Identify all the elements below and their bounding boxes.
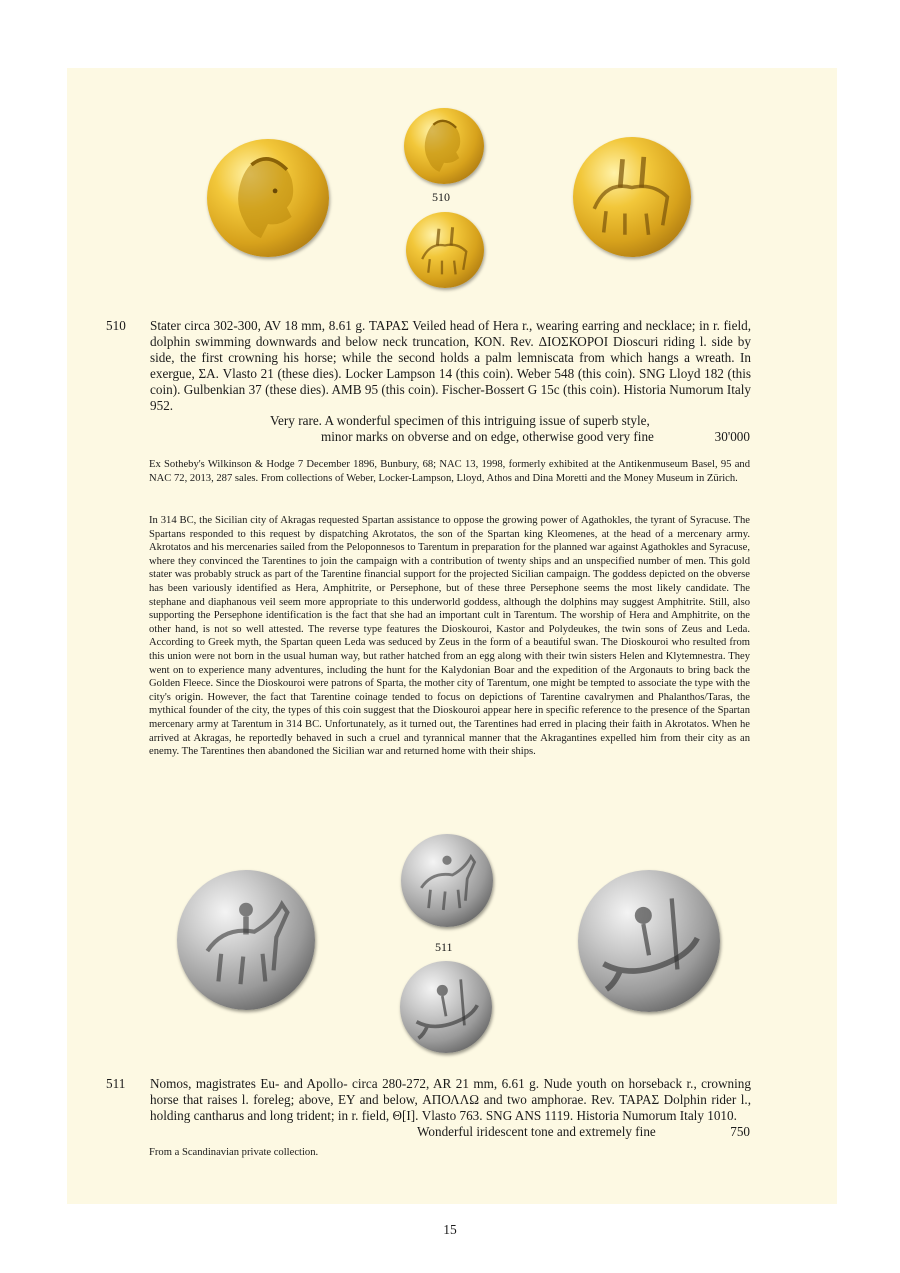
head-of-hera-icon: [207, 139, 329, 257]
coin-511-reverse-small: [400, 961, 492, 1053]
lot-evaluation: Wonderful iridescent tone and extremely fine: [417, 1124, 656, 1139]
youth-on-horseback-icon: [401, 834, 493, 927]
coin-510-reverse-small: [406, 212, 484, 288]
lot-description: Stater circa 302-300, AV 18 mm, 8.61 g. ΤΑΡΑΣ Veiled head of Hera r., wearing earring and necklace; in r. field, dolphin swimming downwards and below neck truncation, ΚΟΝ. Rev. ΔΙΟΣΚΟΡΟΙ Dioscuri riding l. side by side, the first crowning his horse; while the second holds a palm lemniscata from which hangs a wreath. In exergue, ΣΑ. Vlasto 21 (these dies). Locker Lampson 14 (this coin). Weber 548 (this coin). SNG Lloyd 182 (this coin). Gulbenkian 37 (these dies). AMB 95 (this coin). Fischer-Bossert G 15c (this coin). Historia Numorum Italy 952.: [150, 318, 751, 413]
lot-number: 510: [106, 318, 126, 333]
dioscuri-horsemen-icon: [406, 212, 484, 288]
lot-evaluation: Very rare. A wonderful specimen of this intriguing issue of superb style,: [270, 413, 650, 428]
lot-description: Nomos, magistrates Eu- and Apollo- circa 280-272, AR 21 mm, 6.61 g. Nude youth on horseback r., crowning horse that raises l. foreleg; above, ΕΥ and below, ΑΠΟΛΛΩ and two amphorae. Rev. ΤΑΡΑΣ Dolphin rider l., holding cantharus and long trident; in r. field, Θ[Ι]. Vlasto 763. SNG ANS 1119. Historia Numorum Italy 1010.: [150, 1076, 751, 1123]
coin-510-obverse-large: [207, 139, 329, 257]
coin-510-obverse-small: [404, 108, 484, 184]
lot-provenance: Ex Sotheby's Wilkinson & Hodge 7 December 1896, Bunbury, 68; NAC 13, 1998, formerly exhibited at the Antikenmuseum Basel, 95 and NAC 72, 2013, 287 sales. From collections of Weber, Locker-Lampson, Lloyd, Athos and Dina Moretti and the Money Museum in Zürich.: [149, 459, 750, 484]
coin-511-obverse-large: [177, 870, 315, 1010]
lot-number: 511: [106, 1076, 126, 1091]
dolphin-rider-icon: [578, 870, 720, 1012]
youth-on-horseback-icon: [177, 870, 315, 1010]
lot-evaluation: minor marks on obverse and on edge, otherwise good very fine: [321, 429, 654, 444]
dioscuri-horsemen-icon: [573, 137, 691, 257]
image-label-511: 511: [435, 940, 453, 954]
page-number: 15: [443, 1222, 457, 1237]
dolphin-rider-icon: [400, 961, 492, 1053]
lot-commentary: In 314 BC, the Sicilian city of Akragas requested Spartan assistance to oppose the growing power of Agathokles, the tyrant of Syracuse. The Spartans responded to this request by dispatching Akrotatos, the son of the Spartan king Kleomenes, at the head of a mercenary army. Akrotatos and his mercenaries sailed from the Peloponnesos to Tarentum in preparation for the planned war against Agathokles and Syracuse, where they convinced the Tarentines to join the campaign with a contribution of twenty ships and an unspecified number of men. This gold stater was probably struck as part of the Tarentine financial support for the projected Sicilian campaign. The goddess depicted on the obverse has been variously identified as Hera, Amphitrite, or Persephone, but of these three Persephone seems the most likely candidate. The stephane and diaphanous veil seem more appropriate to this underworld goddess, although the dolphins may suggest Amphitrite. Still, also supporting the Persephone identification is the fact that she had an important cult in Tarentum. The worship of Hera and Amphitrite, on the other hand, is not so well attested. The reverse type features the Dioskouroi, Kastor and Polydeukes, the twin sons of Zeus and Leda. According to Greek myth, the Spartan queen Leda was seduced by Zeus in the form of a beautiful swan. The Dioskouroi who resulted from this union were not born in the usual human way, but rather hatched from an egg along with their twin sisters Helen and Klytemnestra. They went on to experience many adventures, including the hunt for the Kalydonian Boar and the expedition of the Argonauts to bring back the Golden Fleece. Since the Dioskouroi were patrons of Sparta, the mother city of Tarentum, one might be tempted to associate the type with the city's origin. However, the fact that Tarentine coinage tended to focus on depictions of Tarentine cavalrymen and Phalanthos/Taras, the mythical founder of the city, the types of this coin suggest that the Dioskouroi appear here in specific reference to the presence of the Spartan mercenary army at Tarentum in 314 BC. Unfortunately, as it turned out, the Tarentines had erred in placing their faith in Akrotatos. When he arrived at Akragas, he reportedly behaved in such a cruel and tyrannical manner that the Akragantines expelled him from their city as an enemy. The Tarentines then abandoned the Sicilian war and returned home with their ships.: [149, 515, 750, 758]
lot-provenance: From a Scandinavian private collection.: [149, 1147, 319, 1158]
coin-510-reverse-large: [573, 137, 691, 257]
lot-estimate: 30'000: [714, 429, 750, 444]
head-of-hera-icon: [404, 108, 484, 184]
coin-511-obverse-small: [401, 834, 493, 927]
lot-estimate: 750: [730, 1124, 750, 1139]
coin-511-reverse-large: [578, 870, 720, 1012]
image-label-510: 510: [432, 190, 450, 204]
